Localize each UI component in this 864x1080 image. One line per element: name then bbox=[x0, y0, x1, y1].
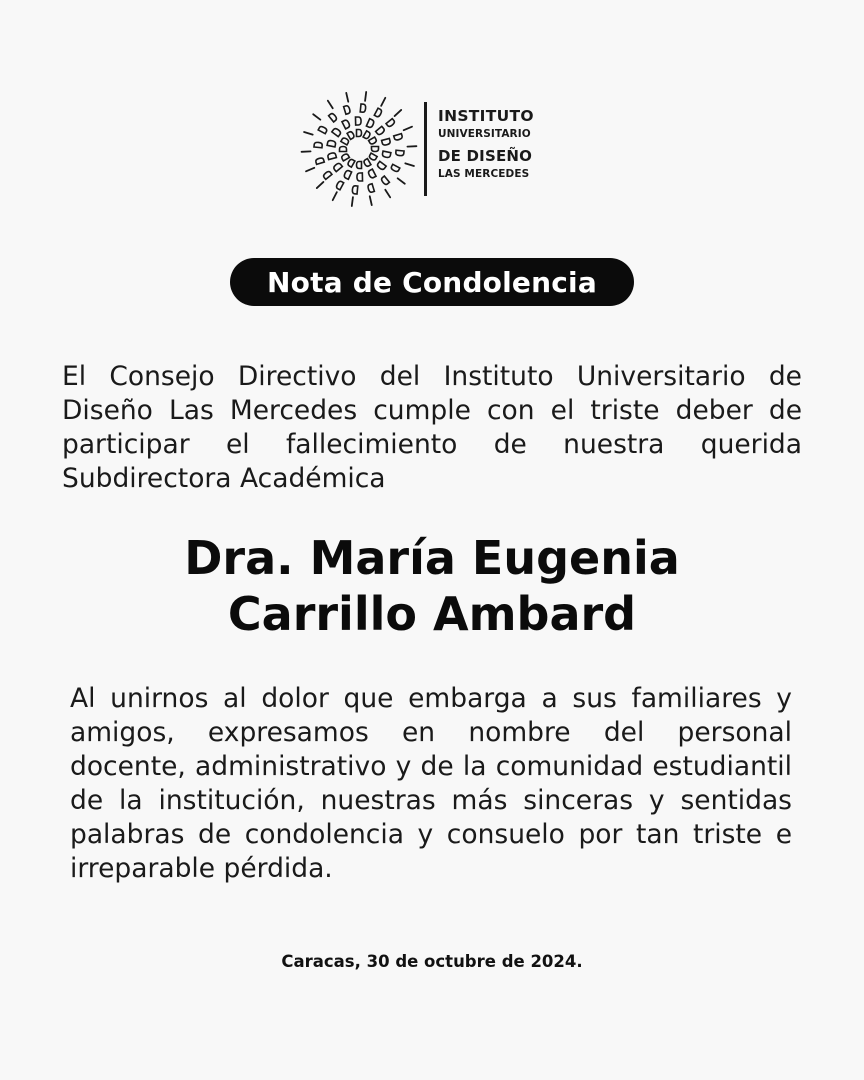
logo-mark-glyph bbox=[352, 186, 358, 194]
logo-mark-glyph bbox=[385, 190, 390, 198]
logo-mark-glyph bbox=[366, 119, 374, 129]
logo-line-instituto: INSTITUTO bbox=[438, 107, 534, 125]
logo-mark-glyph bbox=[342, 119, 351, 129]
logo-mark-glyph bbox=[332, 127, 342, 136]
logo-mark-glyph bbox=[395, 110, 402, 116]
logo-mark-glyph bbox=[314, 142, 322, 148]
logo-mark-glyph bbox=[341, 137, 350, 145]
logo-line-de-diseno: DE DISEÑO bbox=[438, 147, 533, 165]
condolence-paragraph: Al unirnos al dolor que embarga a sus familiares y amigos, expresamos en nombre del personal docente, administrativo y de la comunidad estudiantil de la institución, nuestras más sinceras y sentidas palabras de condolencia y consuelo por tan triste e irreparable pérdida. bbox=[70, 683, 792, 884]
logo-mark-glyph bbox=[390, 164, 399, 172]
logo-mark-glyph bbox=[357, 173, 363, 181]
logo-mark-glyph bbox=[340, 147, 347, 152]
logo-mark-glyph bbox=[370, 196, 372, 205]
logo-mark-glyph bbox=[367, 169, 376, 179]
logo-mark-glyph bbox=[396, 150, 404, 156]
logo-mark-glyph bbox=[327, 140, 336, 147]
logo-mark-glyph bbox=[382, 151, 391, 158]
deceased-name bbox=[60, 530, 804, 642]
logo-mark-glyph bbox=[363, 131, 371, 140]
logo-mark-glyph bbox=[333, 162, 343, 171]
logo-mark-glyph bbox=[328, 101, 333, 109]
logo-mark-glyph bbox=[323, 170, 332, 179]
logo-mark-glyph bbox=[398, 178, 405, 183]
logo-mark-glyph bbox=[336, 180, 344, 189]
logo-mark-glyph bbox=[372, 147, 379, 152]
logo-mark-glyph bbox=[315, 157, 324, 164]
logo-mark-glyph bbox=[344, 105, 351, 114]
logo-mark-glyph bbox=[374, 108, 382, 117]
logo-mark-glyph bbox=[313, 114, 320, 119]
logo-mark-glyph bbox=[343, 170, 351, 180]
logo-mark-glyph bbox=[347, 131, 355, 140]
deceased-name-line-1: Dra. María Eugenia bbox=[184, 531, 680, 585]
logo-mark-glyph bbox=[380, 176, 389, 185]
logo-mark-glyph bbox=[329, 113, 338, 122]
logo-mark-glyph bbox=[306, 168, 314, 171]
logo-mark-glyph bbox=[404, 127, 412, 130]
logo-mark-glyph bbox=[317, 182, 324, 188]
logo-line-las-mercedes: LAS MERCEDES bbox=[438, 168, 530, 180]
logo-mark-glyph bbox=[355, 117, 361, 125]
logo-mark-glyph bbox=[363, 159, 371, 168]
logo-mark-glyph bbox=[346, 93, 348, 102]
condolence-heading-pill: Nota de Condolencia bbox=[230, 258, 634, 306]
logo-mark-glyph bbox=[394, 134, 403, 141]
deceased-name-line-2: Carrillo Ambard bbox=[227, 587, 637, 641]
logo-mark-glyph bbox=[347, 159, 355, 168]
logo-mark-glyph bbox=[357, 130, 362, 137]
logo-mark-glyph bbox=[369, 137, 378, 145]
logo-mark-glyph bbox=[365, 92, 366, 101]
logo-mark-glyph bbox=[386, 119, 395, 128]
institution-logo bbox=[300, 90, 570, 208]
radial-d-letters-logo-icon bbox=[300, 90, 418, 208]
logo-mark-glyph bbox=[376, 126, 386, 135]
logo-mark-glyph bbox=[382, 138, 391, 145]
logo-mark-glyph bbox=[318, 126, 327, 134]
logo-mark-glyph bbox=[405, 163, 414, 166]
logo-mark-glyph bbox=[369, 153, 378, 161]
logo-mark-glyph bbox=[357, 162, 362, 169]
logo-line-universitario: UNIVERSITARIO bbox=[438, 128, 531, 140]
logo-mark-glyph bbox=[376, 161, 386, 170]
logo-mark-glyph bbox=[360, 104, 366, 112]
date-line: Caracas, 30 de octubre de 2024. bbox=[281, 952, 583, 971]
logo-mark-glyph bbox=[341, 153, 350, 161]
logo-mark-glyph bbox=[352, 197, 353, 206]
logo-mark-glyph bbox=[333, 192, 337, 200]
logo-mark-glyph bbox=[304, 132, 313, 135]
logo-mark-glyph bbox=[381, 98, 385, 106]
logo-wordmark bbox=[438, 109, 572, 185]
logo-divider bbox=[424, 102, 427, 196]
logo-mark-glyph bbox=[327, 152, 336, 159]
logo-mark-glyph bbox=[367, 184, 374, 193]
intro-paragraph: El Consejo Directivo del Instituto Universitario de Diseño Las Mercedes cumple con el triste deber de participar el fallecimiento de nuestra querida Subdirectora Académica bbox=[62, 361, 802, 494]
